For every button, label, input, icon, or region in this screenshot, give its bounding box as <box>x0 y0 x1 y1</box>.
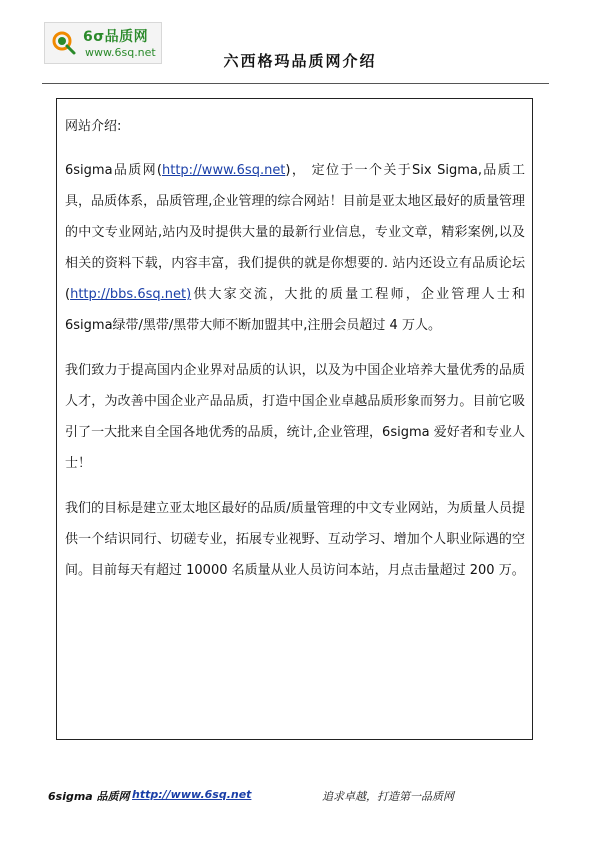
intro-paragraph-3: 我们的目标是建立亚太地区最好的品质/质量管理的中文专业网站，为质量人员提供一个结识同行、切磋专业，拓展专业视野、互动学习、增加个人职业际遇的空间。目前每天有超过 10000 名质量从业人员访问本站，月点击量超过 200 万。 <box>65 501 525 578</box>
logo-url: www.6sq.net <box>85 46 156 59</box>
footer-slogan: 追求卓越，打造第一品质网 <box>322 790 454 803</box>
site-link[interactable]: http://www.6sq.net <box>161 163 286 178</box>
p1-text-a: 6sigma品质网( <box>65 163 162 178</box>
site-logo[interactable] <box>44 22 162 64</box>
p1-text-c: 供大家交流，大批的质量工程师，企业管理人士和 6sigma绿带/黑带/黑带大师不断加盟其中,注册会员超过 4 万人。 <box>65 287 525 333</box>
intro-box <box>56 98 533 740</box>
page-footer <box>0 780 600 810</box>
header-divider <box>42 83 549 84</box>
page-header <box>0 0 600 84</box>
section-heading: 网站介绍: <box>65 119 122 134</box>
page-title: 六西格玛品质网介绍 <box>223 52 377 70</box>
p1-text-b: )， 定位于一个关于Six Sigma,品质工具，品质体系，品质管理,企业管理的综合网站！目前是亚太地区最好的质量管理的中文专业网站,站内及时提供大量的最新行业信息，专业文章，精彩案例,以及相关的资料下载，内容丰富，我们提供的就是你想要的. 站内还设立有品质论坛( <box>65 163 525 302</box>
footer-brand: 6sigma 品质网 <box>48 790 130 803</box>
intro-content <box>65 111 525 586</box>
footer-link[interactable]: http://www.6sq.net <box>132 788 252 801</box>
intro-paragraph-2: 我们致力于提高国内企业界对品质的认识，以及为中国企业培养大量优秀的品质人才，为改善中国企业产品品质，打造中国企业卓越品质形象而努力。目前它吸引了一大批来自全国各地优秀的品质，统计,企业管理，6sigma 爱好者和专业人士！ <box>65 363 525 471</box>
forum-link[interactable]: http://bbs.6sq.net) <box>70 287 192 302</box>
logo-title: 6σ品质网 <box>83 29 149 45</box>
intro-paragraph-1 <box>65 155 525 341</box>
magnifier-q-icon <box>51 30 77 56</box>
